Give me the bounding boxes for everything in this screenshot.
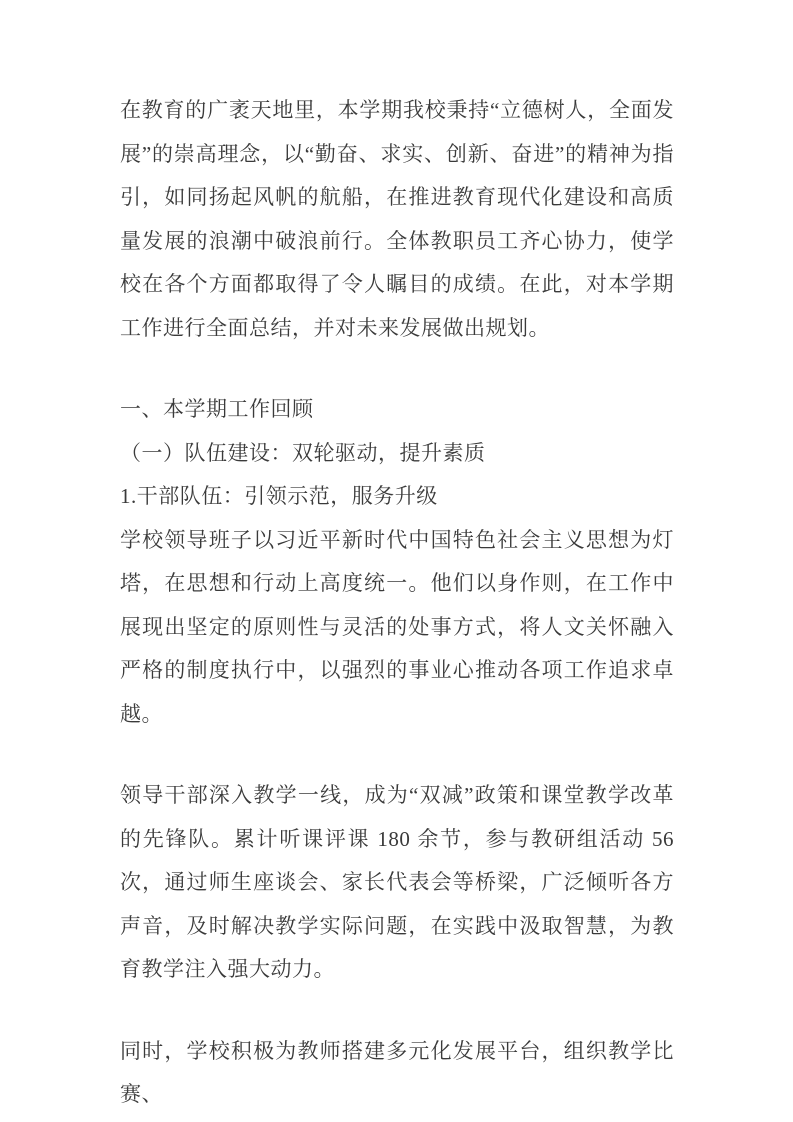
paragraph-leadership: 学校领导班子以习近平新时代中国特色社会主义思想为灯塔，在思想和行动上高度统一。他们以身作则，在工作中展现出坚定的原则性与灵活的处事方式，将人文关怀融入严格的制度执行中，以强烈的事业心推动各项工作追求卓越。: [120, 527, 674, 726]
subsection-heading-cadre-team: 1.干部队伍：引领示范，服务升级: [120, 484, 438, 508]
paragraph-teacher-platform: 同时，学校积极为教师搭建多元化发展平台，组织教学比赛、: [120, 1038, 674, 1106]
section-heading-review: 一、本学期工作回顾: [120, 397, 314, 421]
subsection-heading-team-building: （一）队伍建设：双轮驱动，提升素质: [120, 440, 486, 465]
intro-paragraph: 在教育的广袤天地里，本学期我校秉持“立德树人，全面发展”的崇高理念，以“勤奋、求实、创新、奋进”的精神为指引，如同扬起风帆的航船，在推进教育现代化建设和高质量发展的浪潮中破浪前行。全体教职员工齐心协力，使学校在各个方面都取得了令人瞩目的成绩。在此，对本学期工作进行全面总结，并对未来发展做出规划。: [120, 98, 674, 340]
paragraph-cadres-frontline: 领导干部深入教学一线，成为“双减”政策和课堂教学改革的先锋队。累计听课评课 180 余节，参与教研组活动 56 次，通过师生座谈会、家长代表会等桥梁，广泛倾听各方声音，及时解决教学实际问题，在实践中汲取智慧，为教育教学注入强大动力。: [120, 783, 680, 981]
document-page: [120, 89, 680, 1117]
